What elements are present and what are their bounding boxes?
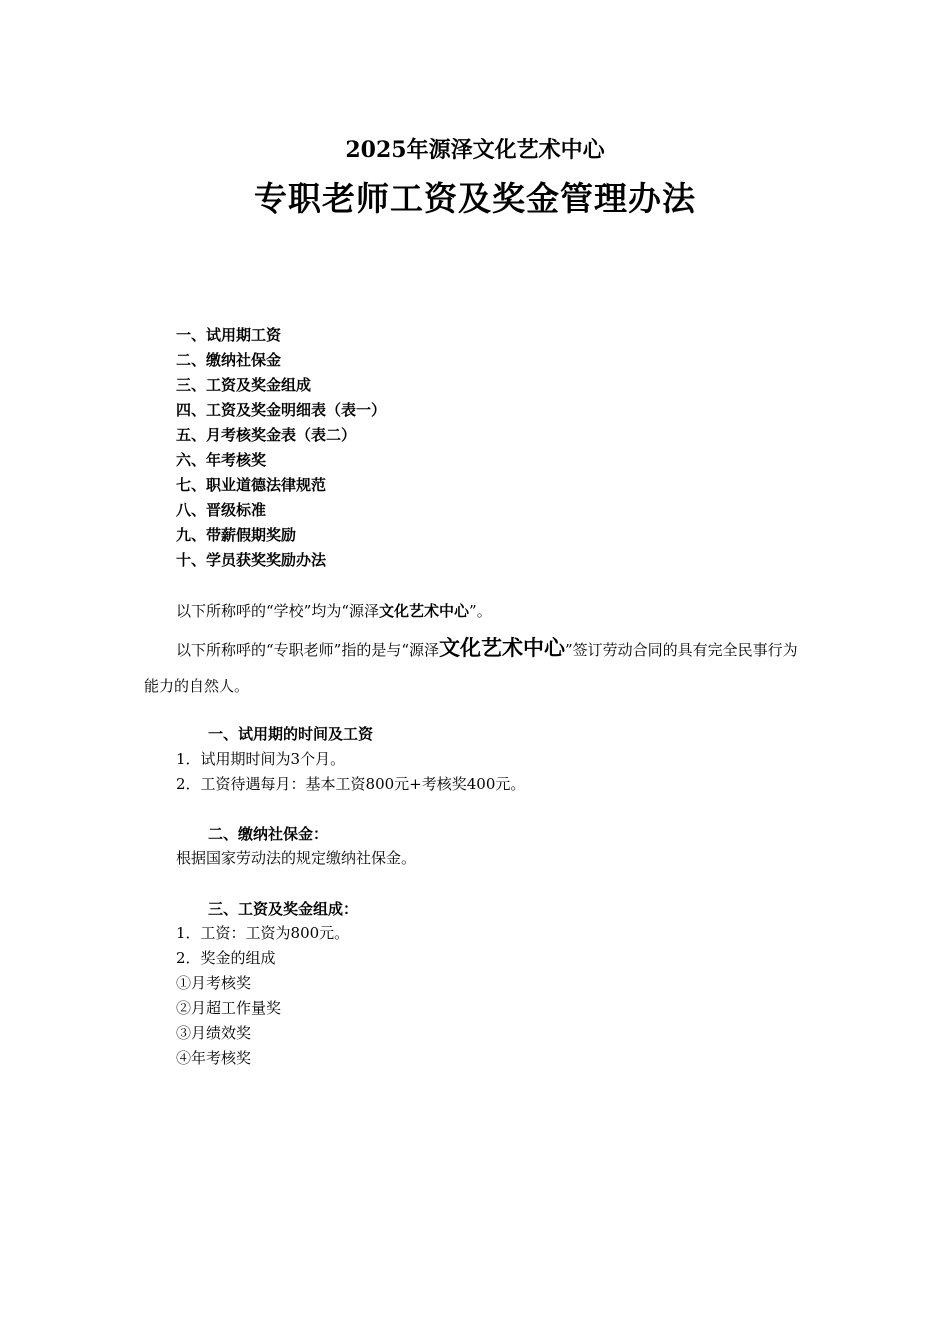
toc-item: 五、月考核奖金表（表二）: [176, 426, 357, 444]
toc-item: 二、缴纳社保金: [176, 351, 282, 369]
section-heading-salary-composition: 三、工资及奖金组成：: [208, 900, 359, 918]
section-item: 2．工资待遇每月：基本工资800元+考核奖400元。: [176, 775, 526, 793]
document-title-line2: 专职老师工资及奖金管理办法: [254, 179, 696, 218]
section-item: ③月绩效奖: [176, 1024, 252, 1042]
toc-item: 六、年考核奖: [176, 451, 267, 469]
section-item: ④年考核奖: [176, 1049, 252, 1067]
toc-item: 三、工资及奖金组成: [176, 376, 312, 394]
toc-item: 十、学员获奖奖励办法: [176, 551, 327, 569]
toc-item: 九、带薪假期奖励: [176, 526, 297, 544]
toc-item: 八、晋级标准: [176, 501, 267, 519]
section-item: ②月超工作量奖: [176, 999, 282, 1017]
section-heading-social-insurance: 二、缴纳社保金：: [208, 825, 329, 843]
toc-item: 一、试用期工资: [176, 326, 282, 344]
toc-item: 七、职业道德法律规范: [176, 476, 327, 494]
intro-paragraph-teacher: 以下所称呼的“专职老师”指的是与“源泽文化艺术中心”签订劳动合同的具有完全民事行为能力的自然人。: [144, 636, 798, 695]
section-heading-probation: 一、试用期的时间及工资: [208, 725, 374, 743]
section-item: 2．奖金的组成: [176, 949, 276, 967]
document-title-line1: 2025年源泽文化艺术中心: [345, 137, 605, 163]
section-item: 1．工资：工资为800元。: [176, 924, 350, 942]
toc-item: 四、工资及奖金明细表（表一）: [176, 401, 387, 419]
section-item: 1．试用期时间为3个月。: [176, 750, 346, 768]
intro-paragraph-school: 以下所称呼的“学校”均为“源泽文化艺术中心”。: [176, 602, 492, 620]
table-of-contents: [176, 323, 386, 573]
section-item: 根据国家劳动法的规定缴纳社保金。: [176, 849, 417, 867]
section-item: ①月考核奖: [176, 974, 252, 992]
